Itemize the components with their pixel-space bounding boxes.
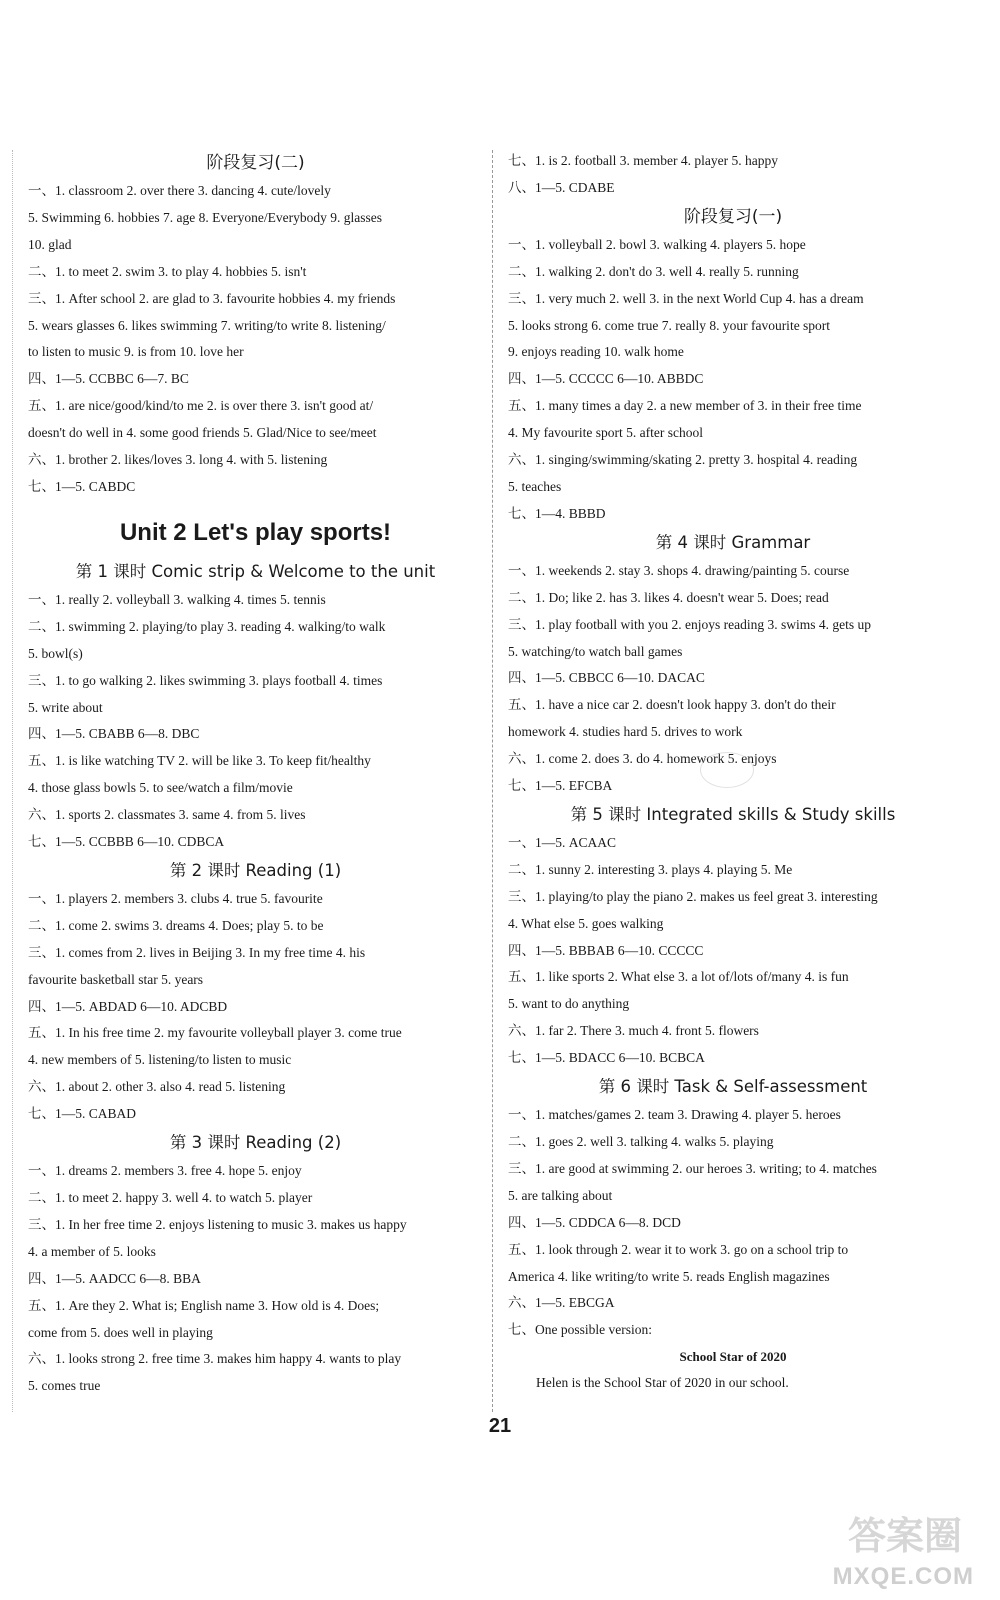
answer-line: come from 5. does well in playing — [28, 1324, 213, 1340]
answer-line: 五、1. are nice/good/kind/to me 2. is over there 3. isn't good at/ — [28, 398, 374, 414]
answer-line: 9. enjoys reading 10. walk home — [508, 344, 684, 360]
answer-line: 六、1. come 2. does 3. do 4. homework 5. enjoys — [508, 751, 777, 767]
answer-line: 一、1. weekends 2. stay 3. shops 4. drawing/painting 5. course — [508, 562, 850, 578]
answer-line: 5. wears glasses 6. likes swimming 7. writing/to write 8. listening/ — [28, 317, 386, 333]
answer-line: 五、1. have a nice car 2. doesn't look happy 3. don't do their — [508, 697, 836, 713]
column-divider — [492, 150, 493, 1412]
page-edge-line — [12, 150, 13, 1412]
answer-line: 七、1—5. BDACC 6—10. BCBCA — [508, 1050, 705, 1066]
answer-line: 四、1—5. AADCC 6—8. BBA — [28, 1270, 201, 1286]
lesson-title: 第 2 课时 Reading (1) — [169, 860, 342, 880]
answer-line: 一、1. dreams 2. members 3. free 4. hope 5. enjoy — [28, 1163, 302, 1179]
watermark-logo — [812, 1505, 982, 1595]
answer-line: 5. Swimming 6. hobbies 7. age 8. Everyone/Everybody 9. glasses — [28, 209, 382, 225]
answer-line: 三、1. are good at swimming 2. our heroes 3. writing; to 4. matches — [508, 1160, 877, 1176]
lesson-title: 第 6 课时 Task & Self-assessment — [598, 1077, 868, 1097]
answer-line: 五、1. Are they 2. What is; English name 3. How old is 4. Does; — [28, 1297, 380, 1313]
answer-line: 四、1—5. CBBCC 6—10. DACAC — [508, 670, 705, 686]
answer-line: 五、1. many times a day 2. a new member of 3. in their free time — [508, 398, 862, 414]
answer-line: 4. those glass bowls 5. to see/watch a film/movie — [28, 780, 293, 796]
answer-line: 七、1—5. CABDC — [28, 478, 136, 494]
stamp-mark — [700, 752, 754, 788]
lesson-title: 第 3 课时 Reading (2) — [169, 1133, 342, 1153]
answer-line: 三、1. playing/to play the piano 2. makes us feel great 3. interesting — [508, 888, 878, 904]
answer-line: 5. write about — [28, 699, 103, 715]
answer-line: 七、1—5. CABAD — [28, 1106, 137, 1122]
answer-line: 四、1—5. CBABB 6—8. DBC — [28, 726, 200, 742]
answer-line: 六、1. far 2. There 3. much 4. front 5. flowers — [508, 1023, 759, 1039]
answer-line: 三、1. very much 2. well 3. in the next World Cup 4. has a dream — [508, 290, 864, 306]
answer-line: 5. watching/to watch ball games — [508, 643, 683, 659]
answer-line: 二、1. come 2. swims 3. dreams 4. Does; play 5. to be — [28, 917, 324, 933]
answer-line: 三、1. play football with you 2. enjoys reading 3. swims 4. gets up — [508, 616, 871, 632]
answer-line: 4. What else 5. goes walking — [508, 915, 664, 931]
answer-line: 5. looks strong 6. come true 7. really 8. your favourite sport — [508, 317, 831, 333]
answer-line: 七、1—4. BBBD — [508, 505, 606, 521]
answer-line: 5. teaches — [508, 478, 562, 494]
lesson-title: 第 5 课时 Integrated skills & Study skills — [570, 804, 896, 824]
answer-line: 六、1—5. EBCGA — [508, 1295, 615, 1311]
answer-line: 10. glad — [28, 236, 72, 252]
answer-line: 5. comes true — [28, 1378, 101, 1394]
answer-line: 一、1. really 2. volleyball 3. walking 4. times 5. tennis — [28, 591, 326, 607]
answer-line: 五、1. In his free time 2. my favourite volleyball player 3. come true — [28, 1025, 402, 1041]
answer-line: America 4. like writing/to write 5. reads English magazines — [508, 1268, 830, 1284]
answer-line: 七、One possible version: — [508, 1322, 652, 1338]
answer-line: 二、1. goes 2. well 3. talking 4. walks 5. playing — [508, 1134, 774, 1149]
answer-line: to listen to music 9. is from 10. love her — [28, 344, 244, 360]
answer-line: 七、1—5. CCBBB 6—10. CDBCA — [28, 834, 225, 850]
left-column — [28, 148, 483, 1400]
answer-line: 五、1. is like watching TV 2. will be like 3. To keep fit/healthy — [28, 753, 371, 769]
answer-line: 三、1. After school 2. are glad to 3. favourite hobbies 4. my friends — [28, 290, 396, 306]
answer-line: 四、1—5. CCBBC 6—7. BC — [28, 371, 189, 387]
section-title: 阶段复习(一) — [683, 206, 783, 227]
answer-line: 二、1. to meet 2. happy 3. well 4. to watch 5. player — [28, 1190, 313, 1205]
answer-line: 二、1. Do; like 2. has 3. likes 4. doesn't wear 5. Does; read — [508, 589, 829, 605]
answer-line: 4. My favourite sport 5. after school — [508, 425, 703, 441]
answer-line: 5. want to do anything — [508, 996, 630, 1012]
answer-line: 七、1—5. EFCBA — [508, 778, 613, 794]
answer-line: 六、1. about 2. other 3. also 4. read 5. listening — [28, 1079, 286, 1095]
essay-title: School Star of 2020 — [679, 1349, 787, 1365]
answer-line: 4. a member of 5. looks — [28, 1243, 156, 1259]
lesson-title: 第 1 课时 Comic strip & Welcome to the unit — [75, 561, 436, 581]
answer-line: favourite basketball star 5. years — [28, 971, 204, 987]
lesson-title: 第 4 课时 Grammar — [655, 532, 811, 552]
answer-line: 一、1—5. ACAAC — [508, 834, 617, 850]
answer-line: 5. bowl(s) — [28, 645, 83, 661]
section-title: 阶段复习(二) — [206, 153, 305, 173]
answer-line: 八、1—5. CDABE — [508, 179, 615, 195]
answer-line: 一、1. matches/games 2. team 3. Drawing 4. player 5. heroes — [508, 1107, 841, 1123]
answer-line: 二、1. walking 2. don't do 3. well 4. really 5. running — [508, 263, 799, 279]
watermark-en: MXQE.COM — [832, 1563, 974, 1590]
answer-line: 四、1—5. CDDCA 6—8. DCD — [508, 1214, 681, 1230]
answer-line: 三、1. In her free time 2. enjoys listening to music 3. makes us happy — [28, 1216, 407, 1232]
answer-line: 三、1. to go walking 2. likes swimming 3. plays football 4. times — [28, 672, 383, 688]
answer-line: doesn't do well in 4. some good friends 5. Glad/Nice to see/meet — [28, 425, 377, 441]
answer-line: 二、1. sunny 2. interesting 3. plays 4. playing 5. Me — [508, 861, 793, 877]
answer-line: 四、1—5. BBBAB 6—10. CCCCC — [508, 942, 704, 958]
answer-line: 一、1. players 2. members 3. clubs 4. true 5. favourite — [28, 890, 323, 906]
answer-line: 四、1—5. ABDAD 6—10. ADCBD — [28, 998, 228, 1014]
answer-line: 六、1. looks strong 2. free time 3. makes him happy 4. wants to play — [28, 1351, 402, 1367]
unit-title: Unit 2 Let's play sports! — [119, 518, 392, 546]
answer-line: 二、1. to meet 2. swim 3. to play 4. hobbies 5. isn't — [28, 263, 307, 279]
answer-line: 5. are talking about — [508, 1187, 613, 1203]
answer-line: 五、1. like sports 2. What else 3. a lot of/lots of/many 4. is fun — [508, 969, 849, 985]
answer-line: 六、1. singing/swimming/skating 2. pretty 3. hospital 4. reading — [508, 452, 858, 468]
answer-line: 三、1. comes from 2. lives in Beijing 3. In my free time 4. his — [28, 944, 366, 960]
answer-line: 六、1. sports 2. classmates 3. same 4. from 5. lives — [28, 807, 306, 823]
answer-line: 二、1. swimming 2. playing/to play 3. reading 4. walking/to walk — [28, 618, 386, 634]
answer-line: 四、1—5. CCCCC 6—10. ABBDC — [508, 371, 704, 387]
answer-line: 七、1. is 2. football 3. member 4. player 5. happy — [508, 153, 778, 168]
essay-text: Helen is the School Star of 2020 in our school. — [536, 1375, 789, 1391]
answer-line: 一、1. volleyball 2. bowl 3. walking 4. players 5. hope — [508, 236, 806, 252]
watermark-cn: 答案圈 — [847, 1514, 962, 1558]
answer-line: 五、1. look through 2. wear it to work 3. go on a school trip to — [508, 1241, 849, 1257]
page-number: 21 — [488, 1415, 512, 1437]
answer-line: 一、1. classroom 2. over there 3. dancing 4. cute/lovely — [28, 183, 331, 198]
answer-line: 六、1. brother 2. likes/loves 3. long 4. with 5. listening — [28, 452, 328, 468]
answer-line: 4. new members of 5. listening/to listen to music — [28, 1052, 292, 1068]
answer-line: homework 4. studies hard 5. drives to work — [508, 724, 743, 740]
